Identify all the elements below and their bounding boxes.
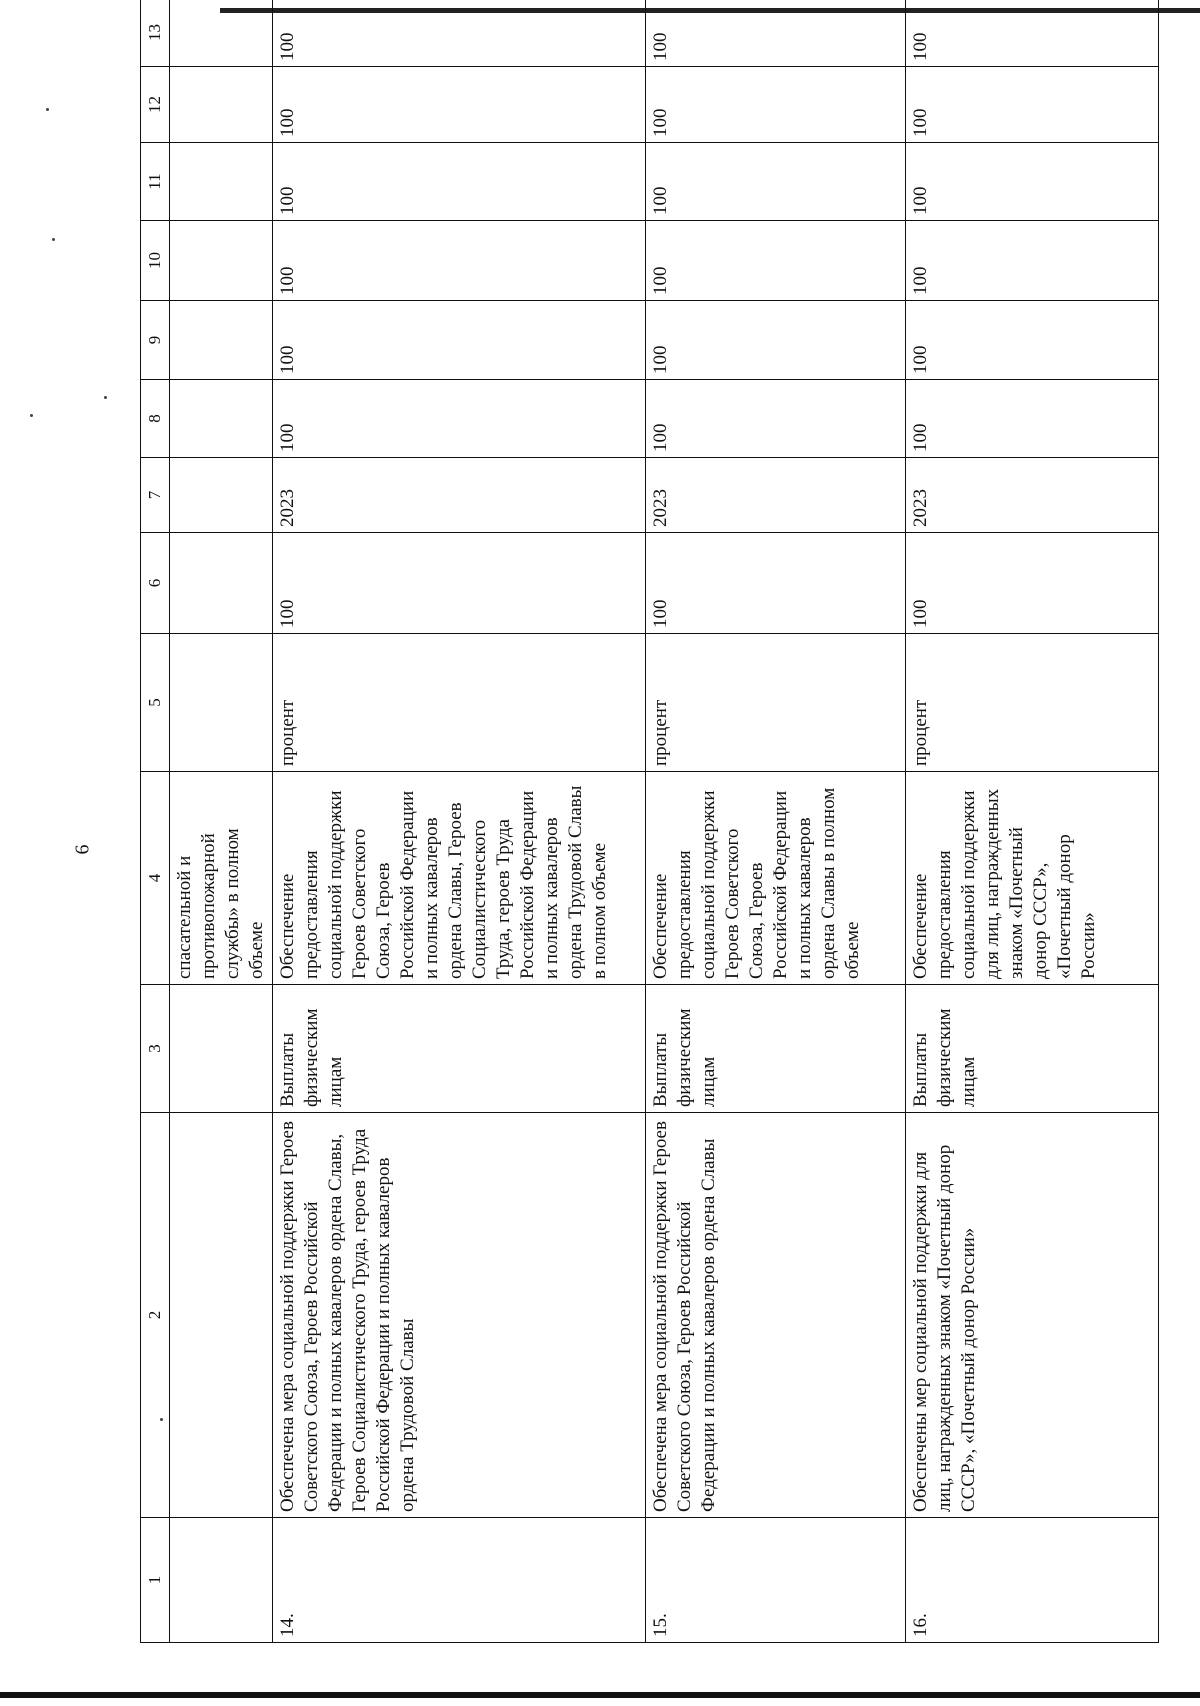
page-number: 6 (71, 844, 94, 855)
column-header: 10 (141, 221, 170, 301)
table-cell-v13: 100 (906, 0, 1159, 67)
table-cell-v10: 100 (273, 221, 646, 301)
table-cell-unit: процент (906, 634, 1159, 772)
table-cell-base (170, 533, 273, 634)
table-row (170, 0, 273, 1643)
table-cell-v11: 100 (646, 143, 906, 221)
table-cell-v8: 100 (646, 380, 906, 458)
table-cell-task: Обеспечение предоставления социальной поддержки Героев Советского Союза, Героев Российской Федерации и полных кавалеров ордена Славы в полном объеме (646, 772, 906, 985)
table-cell-year: 2023 (646, 458, 906, 533)
table-row (646, 0, 906, 1643)
column-header: 5 (141, 634, 170, 772)
table-cell-v12: 100 (906, 67, 1159, 143)
scan-speck (104, 396, 107, 399)
document-table-rotated (140, 24, 1150, 1643)
table-cell-year: 2023 (273, 458, 646, 533)
table-cell-task: Обеспечение предоставления социальной поддержки для лиц, награжденных знаком «Почетный донор СССР», «Почетный донор России» (906, 772, 1159, 985)
table-cell-v8 (170, 380, 273, 458)
column-header: 9 (141, 301, 170, 380)
table-cell-v13: 100 (646, 0, 906, 67)
table-cell-v10: 100 (646, 221, 906, 301)
table-cell-v12 (170, 67, 273, 143)
column-header: 2 (141, 1113, 170, 1518)
table-cell-v11 (170, 143, 273, 221)
table-cell-type: Выплаты физическим лицам (646, 985, 906, 1113)
table-cell-task: Обеспечение предоставления социальной поддержки Героев Советского Союза, Героев Российской Федерации и полных кавалеров ордена Славы, Героев Социалистического Труда, героев Труда Российской Федерации и полных кавалеров ордена Трудовой Славы в полном объеме (273, 772, 646, 985)
header-row (141, 0, 170, 1643)
table-cell-year: 2023 (906, 458, 1159, 533)
table-cell-v10 (170, 221, 273, 301)
scan-speck (46, 108, 49, 111)
indicators-table (140, 0, 1159, 1643)
table-cell-year (170, 458, 273, 533)
table-cell-base: 100 (273, 533, 646, 634)
table-cell-result: Обеспечены мер социальной поддержки для лиц, награжденных знаком «Почетный донор СССР», «Почетный донор России» (906, 1113, 1159, 1518)
table-cell-type: Выплаты физическим лицам (906, 985, 1159, 1113)
table-cell-v13 (170, 0, 273, 67)
table-row (273, 0, 646, 1643)
table-cell-result: Обеспечена мера социальной поддержки Героев Советского Союза, Героев Российской Федерации и полных кавалеров ордена Славы (646, 1113, 906, 1518)
table-cell-num: 14. (273, 1518, 646, 1643)
table-cell-num: 16. (906, 1518, 1159, 1643)
column-header: 7 (141, 458, 170, 533)
table-cell-v11: 100 (906, 143, 1159, 221)
table-cell-v12: 100 (646, 67, 906, 143)
table-cell-task: спасательной и противопожарной службы» в полном объеме (170, 772, 273, 985)
table-cell-v12: 100 (273, 67, 646, 143)
column-header: 13 (141, 0, 170, 67)
table-cell-v9: 100 (646, 301, 906, 380)
table-cell-v8: 100 (273, 380, 646, 458)
table-cell-type (170, 985, 273, 1113)
scan-border-bottom (0, 1692, 1200, 1698)
table-cell-base: 100 (646, 533, 906, 634)
table-cell-v10: 100 (906, 221, 1159, 301)
column-header: 11 (141, 143, 170, 221)
table-cell-v13: 100 (273, 0, 646, 67)
table-cell-unit: процент (273, 634, 646, 772)
table-cell-num (170, 1518, 273, 1643)
table-cell-unit: процент (646, 634, 906, 772)
table-cell-v8: 100 (906, 380, 1159, 458)
table-cell-result: Обеспечена мера социальной поддержки Героев Советского Союза, Героев Российской Федерации и полных кавалеров ордена Славы, Героев Социалистического Труда, героев Труда Российской Федерации и полных кавалеров ордена Трудовой Славы (273, 1113, 646, 1518)
column-header: 1 (141, 1518, 170, 1643)
table-cell-unit (170, 634, 273, 772)
column-header: 4 (141, 772, 170, 985)
table-cell-v9: 100 (906, 301, 1159, 380)
table-row (906, 0, 1159, 1643)
column-header: 6 (141, 533, 170, 634)
table-cell-type: Выплаты физическим лицам (273, 985, 646, 1113)
table-cell-base: 100 (906, 533, 1159, 634)
table-cell-num: 15. (646, 1518, 906, 1643)
column-header: 3 (141, 985, 170, 1113)
column-header: 8 (141, 380, 170, 458)
table-cell-v11: 100 (273, 143, 646, 221)
scan-speck (30, 414, 33, 417)
column-header: 12 (141, 67, 170, 143)
table-cell-v9 (170, 301, 273, 380)
scan-speck (52, 238, 55, 241)
table-cell-result (170, 1113, 273, 1518)
table-cell-v9: 100 (273, 301, 646, 380)
